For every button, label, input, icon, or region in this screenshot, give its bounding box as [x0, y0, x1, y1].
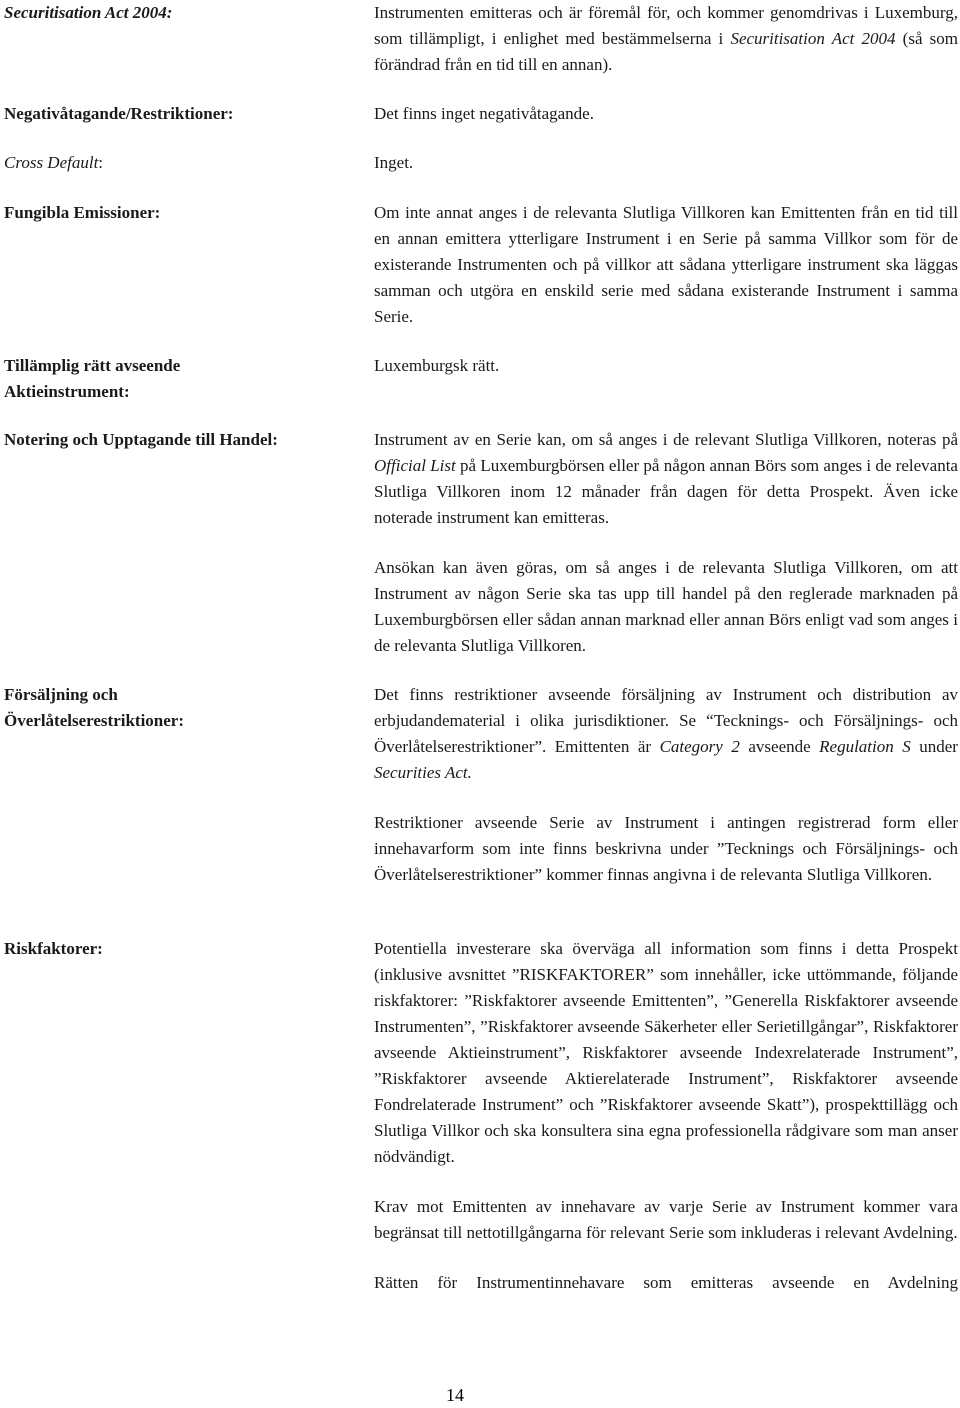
label-securitisation-act: Securitisation Act 2004: [4, 3, 173, 22]
text-fungible-issues [374, 200, 958, 330]
label-governing-law [4, 353, 344, 405]
text-governing-law: Luxemburgsk rätt. [374, 356, 500, 375]
label-risk-factors: Riskfaktorer: [4, 939, 103, 958]
label-cross-default [4, 150, 344, 176]
text-cross-default: Inget. [374, 153, 414, 172]
label-selling-restrictions [4, 682, 344, 734]
label-listing: Notering och Upptagande till Handel: [4, 430, 278, 449]
paragraph: Potentiella investerare ska överväga all information som finns i detta Prospekt (inklusive avsnittet ”RISKFAKTORER” som innehåller, icke uttömmande, följande riskfaktorer: ”Riskfaktorer avseende Emittenten”, ”Generella Riskfaktorer avseende Instrumenten”, ”Riskfaktorer avseende Säkerheter eller Serietillgångar”, Riskfaktorer avseende Aktieinstrument”, Riskfaktorer avseende Indexrelaterade Instrument”, ”Riskfaktorer avseende Aktierelaterade Instrument”, Riskfaktorer avseende Fondrelaterade Instrument” och ”Riskfaktorer avseende Skatt”), prospekttillägg och Slutliga Villkor och ska konsultera sina egna professionella rådgivare som man anser nödvändigt. [374, 939, 958, 1166]
paragraph: Restriktioner avseende Serie av Instrument i antingen registrerad form eller innehavarform som inte finns beskrivna under ”Tecknings och Försäljnings- och Överlåtelserestriktioner” kommer finnas angivna i de relevanta Slutliga Villkoren. [374, 813, 958, 884]
paragraph: Krav mot Emittenten av innehavare av varje Serie av Instrument kommer vara begränsat till nettotillgångarna för relevant Serie som inkluderas i relevant Avdelning. [374, 1197, 958, 1242]
text-segment-italic: Securitisation Act 2004 [730, 29, 896, 48]
text-segment: under [910, 737, 958, 756]
paragraph: Ansökan kan även göras, om så anges i de relevanta Slutliga Villkoren, om att Instrument av någon Serie ska tas upp till handel på den reglerade marknaden på Luxemburgbörsen eller sådan annan marknad eller annan Börs enligt vad som anges i de relevanta Slutliga Villkoren. [374, 558, 958, 655]
text-segment: Instrumenten emitteras och är föremål för, och kommer genomdrivas i Luxemburg, som tillämpligt, i enlighet med bestämmelserna i [374, 3, 958, 48]
text-negative-pledge: Det finns inget negativåtagande. [374, 104, 594, 123]
text-segment: Instrument av en Serie kan, om så anges i de relevant Slutliga Villkoren, noteras på [374, 430, 958, 449]
label-line: Försäljning och [4, 685, 118, 704]
text-selling-restrictions [374, 682, 958, 888]
text-segment: på Luxemburgbörsen eller på någon annan Börs som anges i de relevanta Slutliga Villkoren inom 12 månader från dagen för detta Prospekt. Även icke noterade instrument kan emitteras. [374, 456, 958, 527]
text-listing [374, 427, 958, 659]
page-number: 14 [446, 1385, 464, 1405]
label-fungible-issues: Fungibla Emissioner: [4, 203, 161, 222]
paragraph: Om inte annat anges i de relevanta Slutliga Villkoren kan Emittenten från en tid till en annan emittera ytterligare Instrument i en Serie på samma Villkor som för de existerande Instrumenten och på villkor att sådana ytterligare instrument ska läggas samman och utgöra en enskild serie med sådana existerande Instrument i samma Serie. [374, 203, 958, 326]
text-segment-italic: Securities Act. [374, 763, 472, 782]
text-securitisation-act [374, 0, 958, 78]
label-line: Aktieinstrument: [4, 382, 130, 401]
label-line: Tillämplig rätt avseende [4, 356, 181, 375]
text-risk-factors [374, 936, 958, 1296]
text-segment: Det finns restriktioner avseende försäljning av Instrument och distribution av erbjudandematerial i olika jurisdiktioner. Se “Tecknings- och Försäljnings- och Överlåtelserestriktioner”. Emittenten är [374, 685, 958, 756]
label-negative-pledge: Negativåtagande/Restriktioner: [4, 104, 234, 123]
text-segment-italic: Category 2 [659, 737, 740, 756]
text-segment: avseende [739, 737, 820, 756]
paragraph [374, 427, 958, 531]
text-segment: (så som förändrad från en tid till en annan). [374, 29, 958, 74]
text-segment-italic: Regulation S [819, 737, 911, 756]
label-cross-default-italic: Cross Default [4, 153, 99, 172]
paragraph: Rätten för Instrumentinnehavare som emitteras avseende en Avdelning [374, 1273, 958, 1292]
label-cross-default-suffix: : [98, 153, 104, 172]
label-line: Överlåtelserestriktioner: [4, 711, 185, 730]
text-segment-italic: Official List [374, 456, 456, 475]
paragraph [374, 682, 958, 786]
